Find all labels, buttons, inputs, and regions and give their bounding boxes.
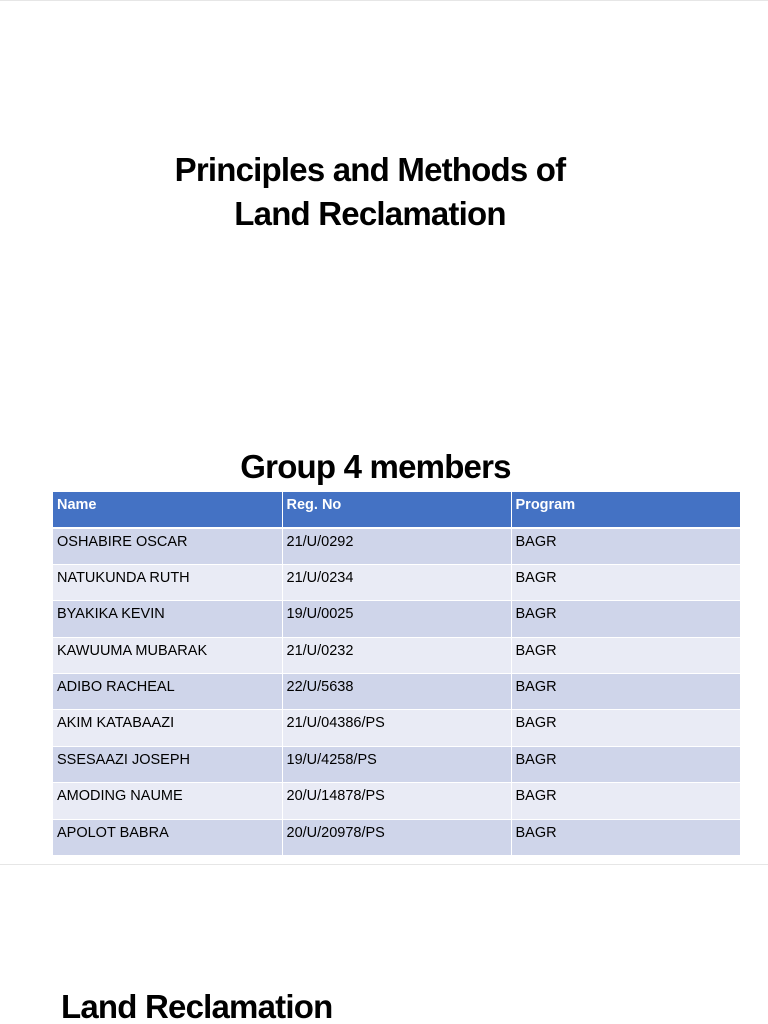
cell-name: ADIBO RACHEAL	[53, 674, 282, 710]
cell-reg-no: 19/U/4258/PS	[282, 746, 511, 782]
cell-reg-no: 21/U/0232	[282, 637, 511, 673]
table-row	[53, 637, 740, 673]
table-header-row	[53, 492, 740, 528]
cell-program: BAGR	[511, 528, 740, 564]
cell-program: BAGR	[511, 710, 740, 746]
slide-2-title: Land Reclamation	[61, 988, 333, 1024]
header-name: Name	[53, 492, 282, 528]
group-heading: Group 4 members	[240, 448, 511, 485]
cell-name: NATUKUNDA RUTH	[53, 564, 282, 600]
cell-program: BAGR	[511, 746, 740, 782]
cell-reg-no: 21/U/0292	[282, 528, 511, 564]
header-reg-no: Reg. No	[282, 492, 511, 528]
cell-program: BAGR	[511, 783, 740, 819]
cell-reg-no: 20/U/14878/PS	[282, 783, 511, 819]
slide-title	[120, 148, 620, 236]
cell-name: OSHABIRE OSCAR	[53, 528, 282, 564]
cell-name: BYAKIKA KEVIN	[53, 601, 282, 637]
cell-name: APOLOT BABRA	[53, 819, 282, 855]
cell-reg-no: 21/U/04386/PS	[282, 710, 511, 746]
cell-program: BAGR	[511, 637, 740, 673]
members-table	[53, 492, 740, 856]
table-row	[53, 528, 740, 564]
cell-program: BAGR	[511, 819, 740, 855]
table-row	[53, 746, 740, 782]
slide-2	[0, 865, 768, 1024]
table-row	[53, 674, 740, 710]
table-row	[53, 710, 740, 746]
cell-name: SSESAAZI JOSEPH	[53, 746, 282, 782]
cell-program: BAGR	[511, 601, 740, 637]
cell-name: AMODING NAUME	[53, 783, 282, 819]
cell-name: KAWUUMA MUBARAK	[53, 637, 282, 673]
cell-program: BAGR	[511, 564, 740, 600]
slide-title-line-2: Land Reclamation	[234, 195, 506, 232]
header-program: Program	[511, 492, 740, 528]
table-row	[53, 601, 740, 637]
cell-reg-no: 19/U/0025	[282, 601, 511, 637]
cell-program: BAGR	[511, 674, 740, 710]
cell-name: AKIM KATABAAZI	[53, 710, 282, 746]
cell-reg-no: 21/U/0234	[282, 564, 511, 600]
cell-reg-no: 22/U/5638	[282, 674, 511, 710]
slide-title-line-1: Principles and Methods of	[174, 151, 566, 188]
cell-reg-no: 20/U/20978/PS	[282, 819, 511, 855]
table-row	[53, 819, 740, 855]
table-row	[53, 564, 740, 600]
table-row	[53, 783, 740, 819]
